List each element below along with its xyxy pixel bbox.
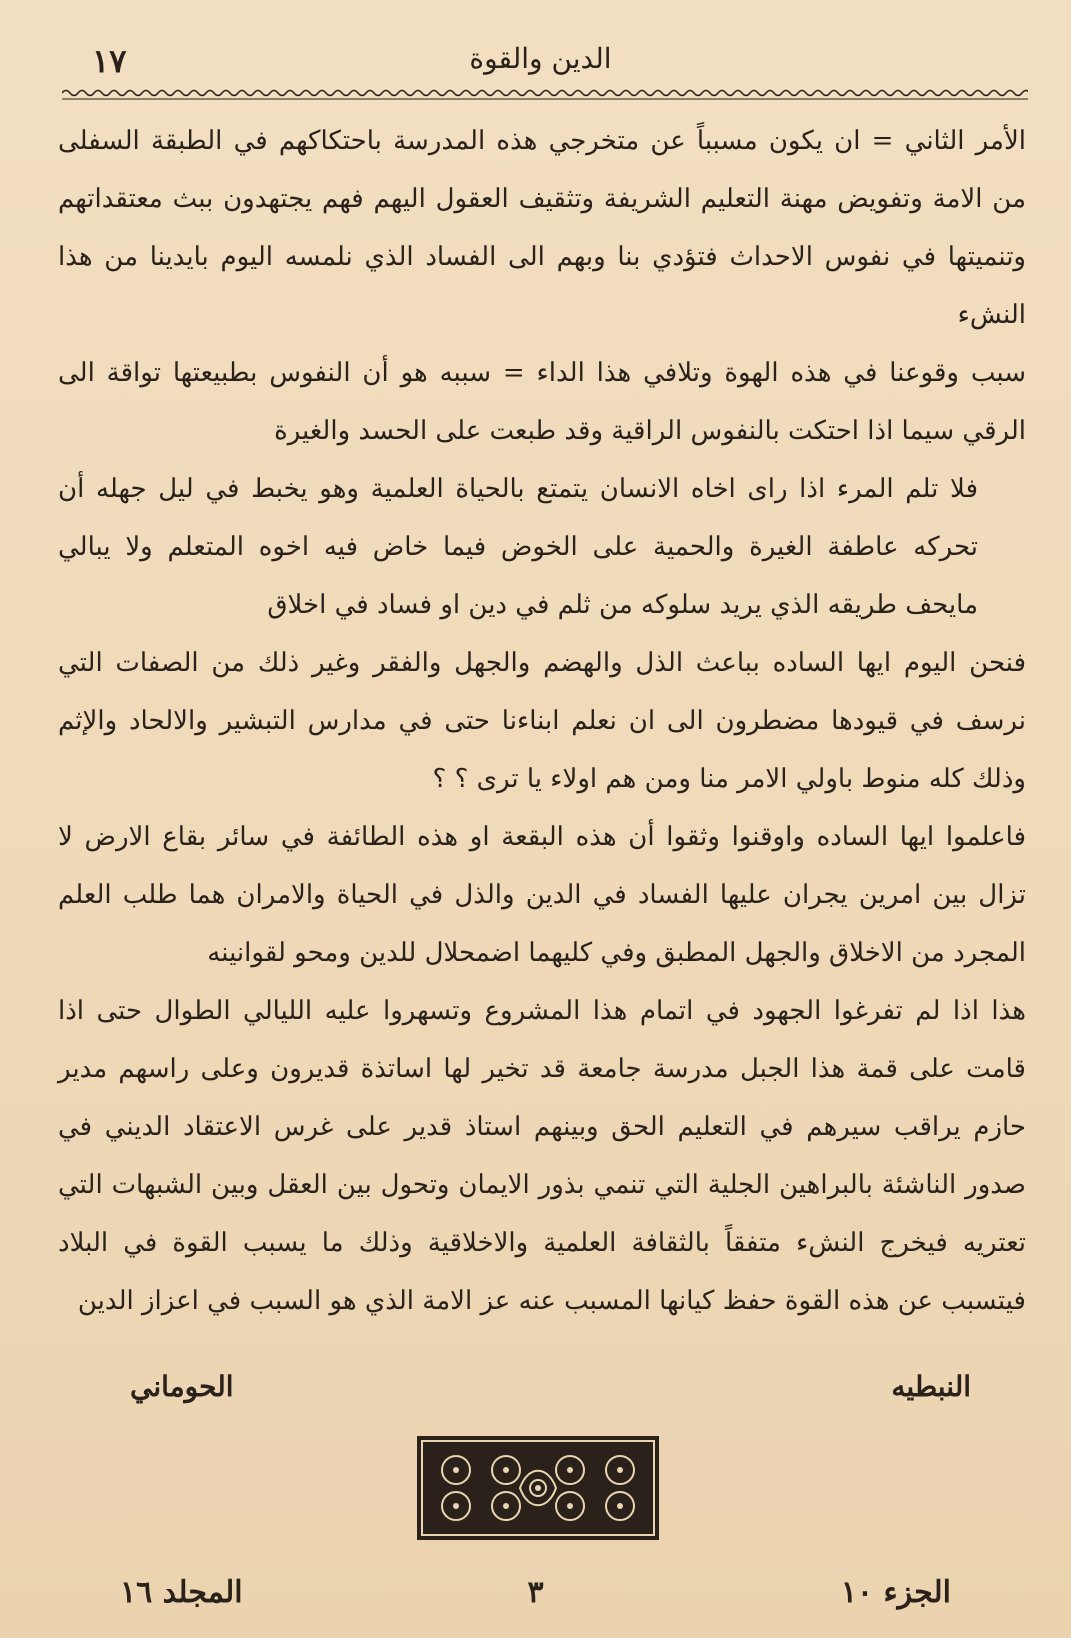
footer-page-number: ٣	[527, 1575, 544, 1610]
signature-place: النبطيه	[891, 1370, 971, 1403]
header-wavy-rule	[62, 86, 1028, 102]
page-footer	[120, 1575, 951, 1625]
paragraph-1: الأمر الثاني = ان يكون مسبباً عن متخرجي هذه المدرسة باحتكاكهم في الطبقة السفلى من الامة وتفويض مهنة التعليم الشريفة وتثقيف العقول اليهم فهم يجتهدون ببث معتقداتهم وتنميتها في نفوس الاحداث فتؤدي بنا وبهم الى الفساد الذي نلمسه اليوم بايدينا من هذا النشء	[58, 126, 1026, 330]
signature-block	[130, 1370, 971, 1430]
footer-part: الجزء ١٠	[840, 1575, 951, 1610]
page-number: ١٧	[92, 42, 127, 80]
signature-author: الحوماني	[130, 1370, 234, 1403]
page-header	[62, 36, 1019, 86]
article-body	[58, 112, 1026, 1330]
paragraph-5: فاعلموا ايها الساده واوقنوا وثقوا أن هذه البقعة او هذه الطائفة في سائر بقاع الارض لا تزال بين امرين يجران عليها الفساد في الدين والذل في الحياة والامران هما طلب العلم المجرد من الاخلاق والجهل المطبق وفي كليهما اضمحلال للدين ومحو لقوانينه	[58, 822, 1026, 968]
running-title: الدين والقوة	[469, 42, 612, 75]
ornament-tailpiece	[416, 1435, 660, 1541]
paragraph-2: سبب وقوعنا في هذه الهوة وتلافي هذا الداء = سببه هو أن النفوس بطبيعتها تواقة الى الرقي سيما اذا احتكت بالنفوس الراقية وقد طبعت على الحسد والغيرة	[58, 358, 1026, 446]
paragraph-6: هذا اذا لم تفرغوا الجهود في اتمام هذا المشروع وتسهروا عليه الليالي الطوال حتى اذا قامت على قمة هذا الجبل مدرسة جامعة قد تخير لها اساتذة قديرون وعلى راسهم مدير حازم يراقب سيرهم في التعليم الحق وبينهم استاذ قدير على غرس الاعتقاد الديني في صدور الناشئة بالبراهين الجلية التي تنمي بذور الايمان وتحول بين العقل وبين الشبهات التي تعتريه فيخرج النشء متفقاً بالثقافة العلمية والاخلاقية وذلك ما يسبب القوة في البلاد فيتسبب عن هذه القوة حفظ كيانها المسبب عنه عز الامة الذي هو السبب في اعزاز الدين	[58, 996, 1027, 1316]
footer-volume: المجلد ١٦	[120, 1575, 243, 1610]
paragraph-3: فلا تلم المرء اذا راى اخاه الانسان يتمتع بالحياة العلمية وهو يخبط في ليل جهله أن تحركه عاطفة الغيرة والحمية على الخوض فيما خاض فيه اخوه المتعلم ولا يبالي مايحف طريقه الذي يريد سلوكه من ثلم في دين او فساد في اخلاق	[58, 474, 978, 620]
paragraph-4: فنحن اليوم ايها الساده بباعث الذل والهضم والجهل والفقر وغير ذلك من الصفات التي نرسف في قيودها مضطرون الى ان نعلم ابناءنا حتى في مدارس التبشير والالحاد والإثم وذلك كله منوط باولي الامر منا ومن هم اولاء يا ترى ؟ ؟	[58, 648, 1027, 794]
